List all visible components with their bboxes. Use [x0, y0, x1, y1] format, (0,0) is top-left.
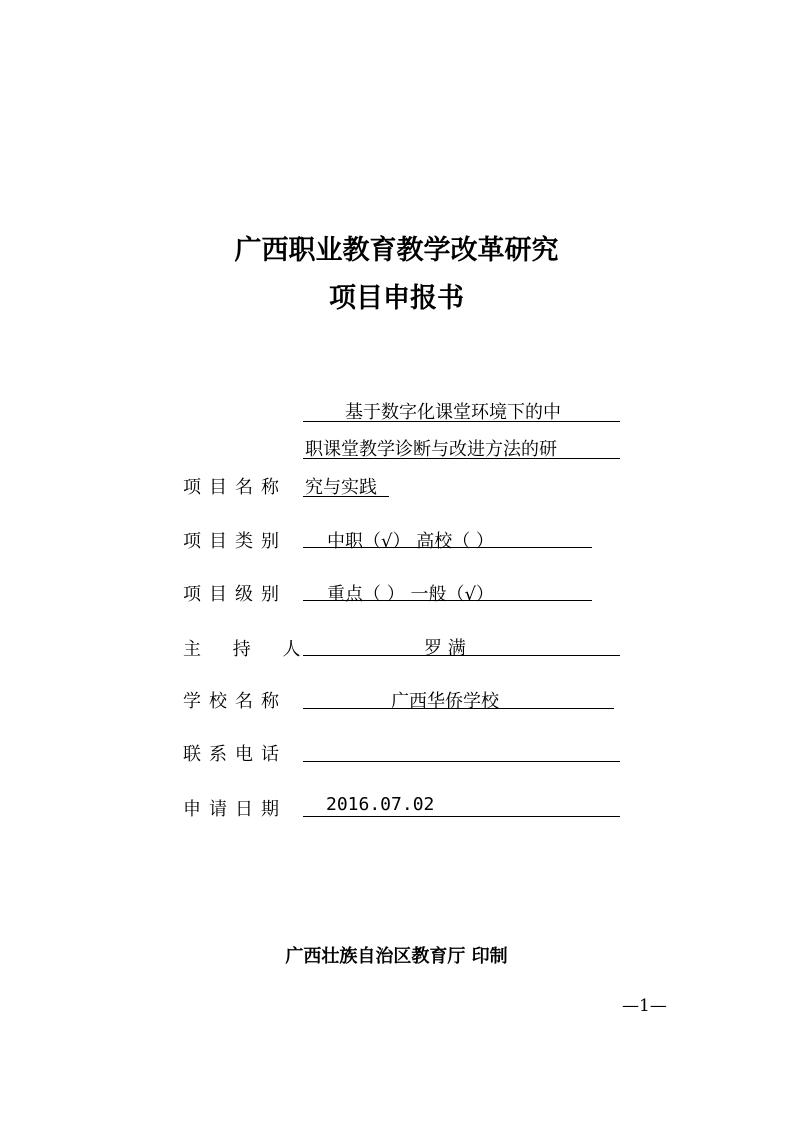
project-name-underline-1 [303, 421, 620, 422]
project-category-underline [303, 547, 592, 548]
document-subtitle: 项目申报书 [329, 283, 464, 314]
apply-date-value: 2016.07.02 [326, 794, 435, 815]
project-name-underline-3 [303, 496, 389, 497]
school-name-label: 学校名称 [183, 691, 287, 712]
issuer-text: 广西壮族自治区教育厅 印制 [285, 946, 508, 967]
apply-date-underline [303, 816, 620, 817]
project-category-label: 项目类别 [183, 531, 287, 552]
school-name-value: 广西华侨学校 [391, 691, 499, 712]
project-level-underline [303, 600, 592, 601]
project-category-value: 中职（√） 高校（ ） [327, 531, 494, 552]
host-label: 主 持 人 [183, 639, 314, 660]
project-level-value: 重点（ ） 一般（√） [327, 584, 494, 605]
project-name-line1: 基于数字化课堂环境下的中 [345, 402, 561, 423]
phone-underline [303, 761, 620, 762]
school-name-underline [303, 708, 614, 709]
host-value: 罗 满 [424, 638, 466, 659]
phone-label: 联系电话 [183, 744, 287, 765]
project-name-underline-2 [303, 458, 620, 459]
page-number: —1— [622, 996, 667, 1016]
project-name-line2: 职课堂教学诊断与改进方法的研 [305, 439, 557, 460]
project-level-label: 项目级别 [183, 584, 287, 605]
project-name-label: 项目名称 [183, 477, 287, 498]
host-underline [303, 655, 620, 656]
project-name-line3: 究与实践 [305, 477, 377, 498]
document-title: 广西职业教育教学改革研究 [234, 235, 559, 266]
apply-date-label: 申请日期 [183, 799, 287, 820]
